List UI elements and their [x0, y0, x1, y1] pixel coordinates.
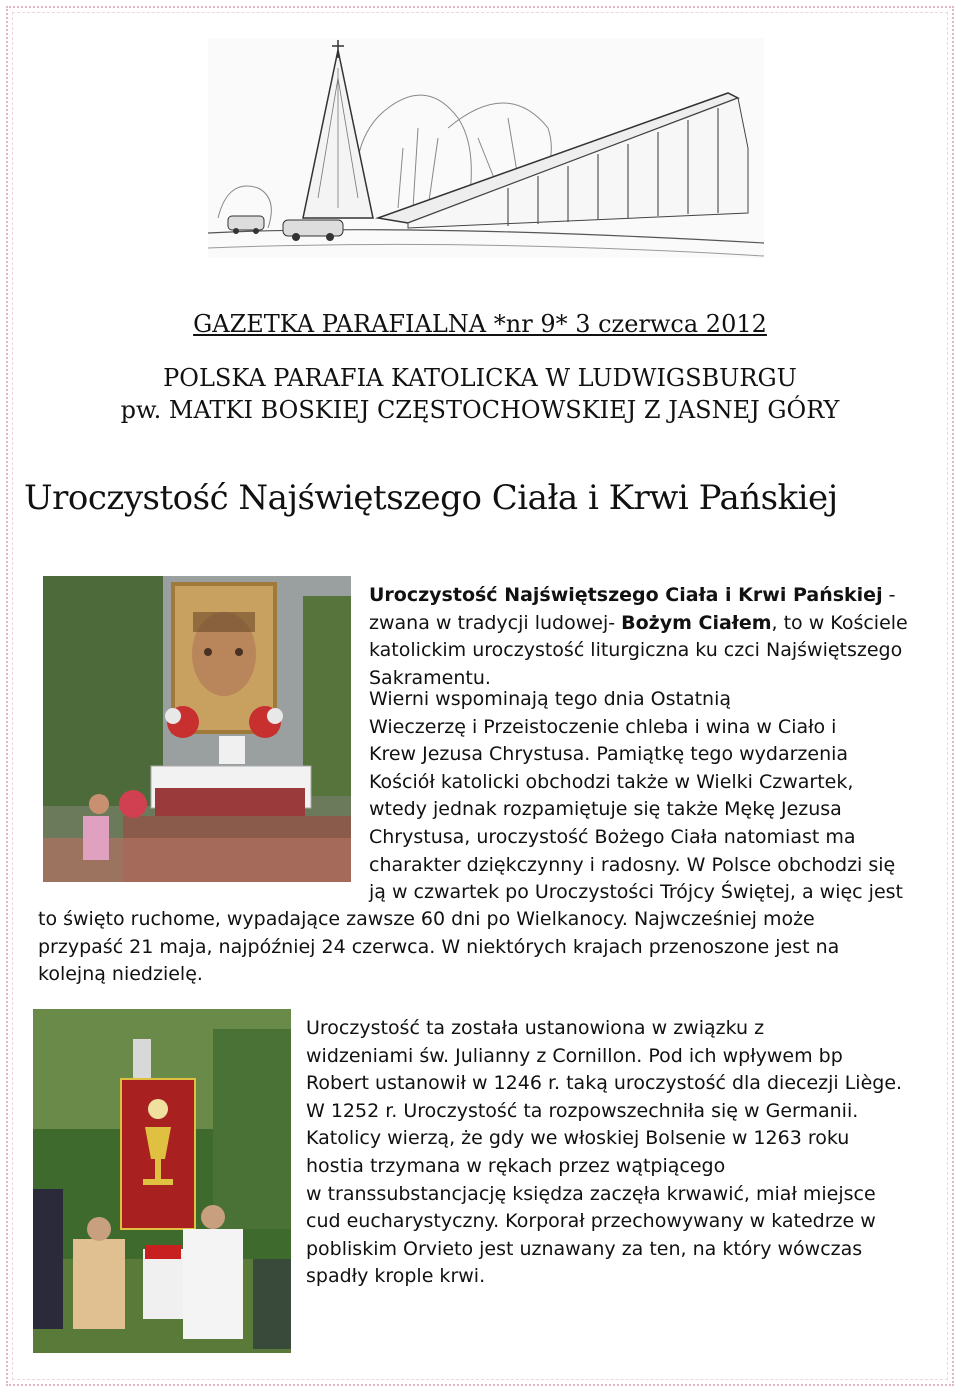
section2-line2: widzeniami św. Julianny z Cornillon. Pod ich wpływem bp	[306, 1044, 843, 1067]
altar-photo	[43, 576, 351, 882]
section1-full3: kolejną niedzielę.	[38, 963, 203, 986]
section1-line1	[369, 582, 949, 692]
section1-full2: przypaść 21 maja, najpóźniej 24 czerwca. W niektórych krajach przenoszone jest na	[38, 935, 840, 958]
section1-line-a: Wierni wspominają tego dnia Ostatnią	[369, 688, 732, 710]
section2-line1: Uroczystość ta została ustanowiona w związku z	[306, 1017, 765, 1039]
section1-line-f: Chrystusa, uroczystość Bożego Ciała natomiast ma	[369, 825, 856, 848]
section1-line-e: wtedy jednak rozpamiętuje się także Mękę Jezusa	[369, 798, 842, 821]
section1-line-g: charakter dziękczynny i radosny. W Polsce obchodzi się	[369, 853, 896, 876]
section2-line9: pobliskim Orvieto jest uznawany za ten, na który wówczas	[306, 1237, 863, 1260]
section2-text	[306, 1015, 946, 1291]
parish-name-line: POLSKA PARAFIA KATOLICKA W LUDWIGSBURGU	[163, 364, 797, 392]
section2-line10: spadły krople krwi.	[306, 1265, 486, 1288]
section2-line6: hostia trzymana w rękach przez wątpiącego	[306, 1154, 726, 1177]
section1-lines	[369, 686, 949, 907]
section1-bozym-cialem: Bożym Ciałem	[621, 611, 772, 634]
section2-line4: W 1252 r. Uroczystość ta rozpowszechniła się w Germanii.	[306, 1099, 859, 1122]
section2-line5: Katolicy wierzą, że gdy we włoskiej Bolsenie w 1263 roku	[306, 1127, 850, 1150]
section1-wrapped-text	[369, 582, 949, 692]
section1-line-d: Kościół katolicki obchodzi także w Wielki Czwartek,	[369, 770, 854, 793]
section1-text1: , to w Kościele katolickim uroczystość liturgiczna ku czci Najświętszego Sakramentu.	[369, 611, 908, 689]
procession-photo	[33, 1009, 291, 1353]
section1-lead-rest: - zwana w tradycji ludowej-	[369, 584, 896, 634]
section2-line3: Robert ustanowił w 1246 r. taką uroczystość dla diecezji Liège.	[306, 1072, 903, 1095]
parish-patron-line: pw. MATKI BOSKIEJ CZĘSTOCHOWSKIEJ Z JASNEJ GÓRY	[120, 396, 840, 424]
section2-line8: cud eucharystyczny. Korporał przechowywany w katedrze w	[306, 1210, 876, 1233]
section2-line7: w transsubstancjację księdza zaczęła krwawić, miał miejsce	[306, 1182, 876, 1205]
section1-line-b: Wieczerzę i Przeistoczenie chleba i wina w Ciało i	[369, 715, 837, 738]
newsletter-issue-line: GAZETKA PARAFIALNA *nr 9* 3 czerwca 2012	[193, 310, 767, 338]
section1-lead-bold: Uroczystość Najświętszego Ciała i Krwi Pańskiej	[369, 584, 883, 606]
section1-full1: to święto ruchome, wypadające zawsze 60 dni po Wielkanocy. Najwcześniej może	[38, 908, 815, 930]
section1-line-h: ją w czwartek po Uroczystości Trójcy Świętej, a więc jest	[369, 881, 903, 904]
section1-line-c: Krew Jezusa Chrystusa. Pamiątkę tego wydarzenia	[369, 743, 849, 766]
article-title: Uroczystość Najświętszego Ciała i Krwi Pańskiej	[24, 478, 838, 518]
section1-full-width	[38, 906, 938, 989]
church-sketch-image	[208, 38, 764, 258]
